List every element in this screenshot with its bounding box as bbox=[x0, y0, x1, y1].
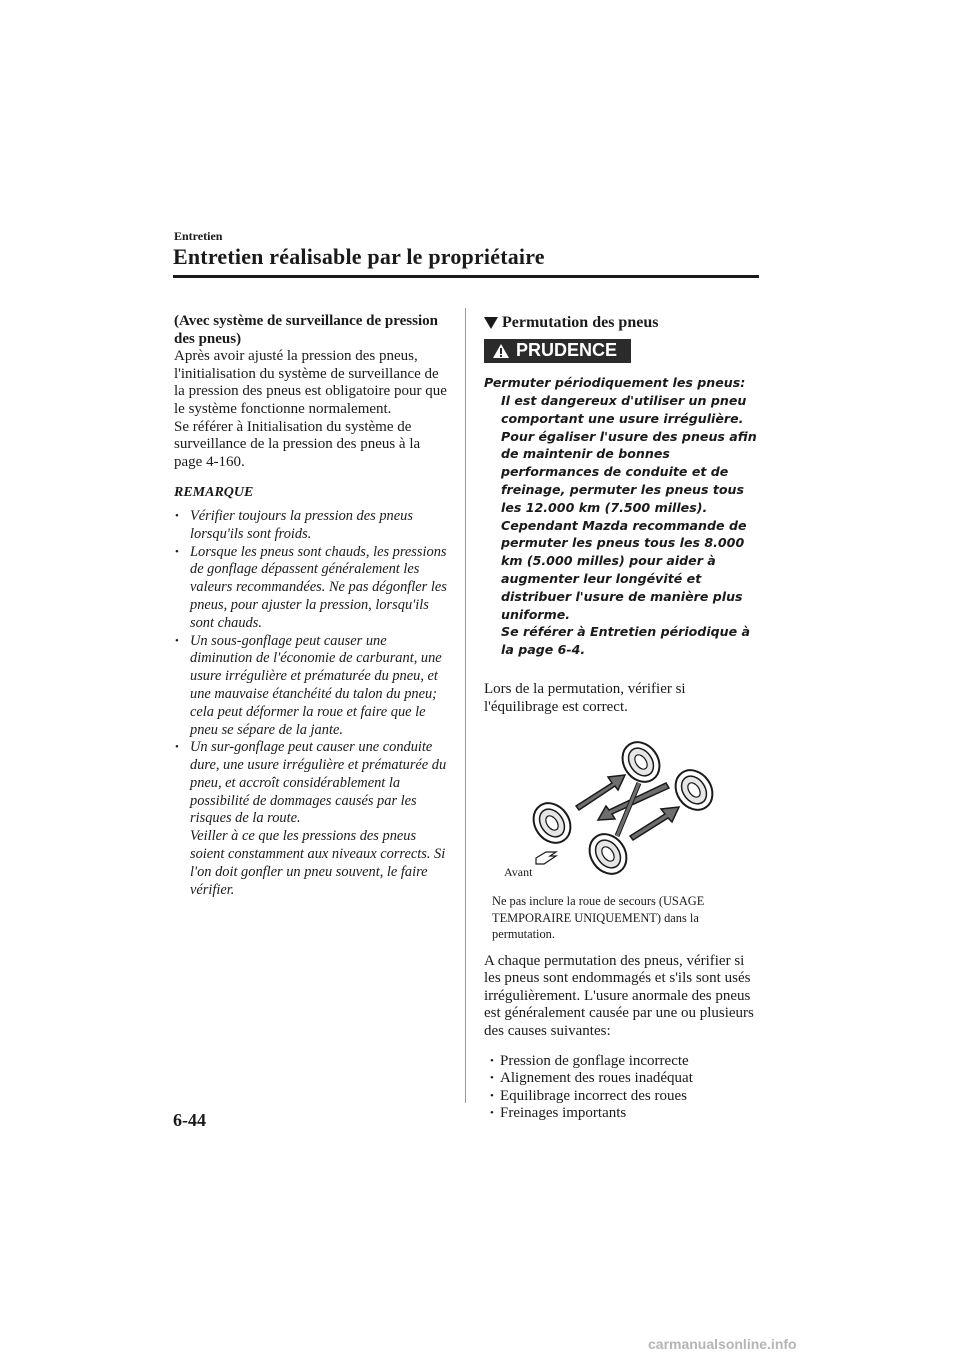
bullet-icon: • bbox=[490, 1089, 494, 1102]
paragraph-initialization: Après avoir ajusté la pression des pneus, l'initialisation du système de surveillance de la pression des pneus est obligatoire pour que le système fonctionne normalement. bbox=[174, 348, 447, 417]
paragraph-balance: Lors de la permutation, vérifier si l'équilibrage est correct. bbox=[484, 680, 686, 715]
tire-rotation-diagram bbox=[484, 728, 744, 893]
warning-icon bbox=[492, 343, 510, 359]
note-item: • Un sur-gonflage peut causer une conduite dure, une usure irrégulière et prématurée du pneu, et accroît considérablement la possibilité de dommages causés par les risques de la route. bbox=[175, 739, 447, 827]
bullet-icon: • bbox=[175, 741, 179, 754]
section-label: Entretien bbox=[174, 229, 223, 243]
caution-body-1: Il est dangereux d'utiliser un pneu comportant une usure irrégulière. Pour égaliser l'usure des pneus afin de maintenir de bonnes performances de conduite et de freinage, permuter les pneus tous les 12.000 km (7.500 milles). Cependant Mazda recommande de permuter les pneus tous les 8.000 km (5.000 milles) pour aider à augmenter leur longévité et distribuer l'usure de manière plus uniforme. bbox=[501, 392, 757, 622]
footer-brand: carmanualsonline.info bbox=[648, 1336, 797, 1352]
tire-front-left bbox=[526, 796, 578, 850]
caution-text bbox=[484, 374, 762, 659]
tire-front-right bbox=[582, 827, 634, 881]
bullet-icon: • bbox=[490, 1107, 494, 1120]
section-heading: Permutation des pneus bbox=[484, 314, 762, 332]
front-arrow-icon bbox=[536, 852, 556, 864]
bullet-icon: • bbox=[175, 509, 179, 522]
cause-item: • Freinages importants bbox=[490, 1105, 627, 1122]
notes-list bbox=[174, 508, 449, 828]
arrow-front-left-to-rear-left bbox=[576, 775, 625, 810]
cause-item: • Alignement des roues inadéquat bbox=[490, 1070, 693, 1087]
figure-label-front: Avant bbox=[504, 865, 533, 880]
cause-item: • Equilibrage incorrect des roues bbox=[490, 1087, 688, 1104]
cause-item: • Pression de gonflage incorrecte bbox=[490, 1052, 689, 1069]
arrow-front-right-to-rear-right bbox=[630, 807, 679, 840]
subheading-tpms: (Avec système de surveillance de pression des pneus) bbox=[174, 313, 438, 347]
page-title: Entretien réalisable par le propriétaire bbox=[173, 244, 545, 269]
caution-banner: PRUDENCE bbox=[484, 339, 631, 363]
bullet-icon: • bbox=[490, 1072, 494, 1085]
note-item: • Lorsque les pneus sont chauds, les pressions de gonflage dépassent généralement les valeurs recommandées. Ne pas dégonfler les pneus, pour ajuster la pression, lorsqu'ils sont chauds. bbox=[175, 543, 447, 631]
right-column bbox=[484, 313, 762, 1123]
column-divider bbox=[465, 308, 466, 1103]
bullet-icon: • bbox=[490, 1054, 494, 1067]
figure-caption: Ne pas inclure la roue de secours (USAGE TEMPORAIRE UNIQUEMENT) dans la permutation. bbox=[492, 894, 705, 942]
causes-list bbox=[484, 1053, 762, 1123]
note-extra: Veiller à ce que les pressions des pneus soient constamment aux niveaux corrects. Si l'on doit gonfler un pneu souvent, le faire vérifier. bbox=[190, 828, 446, 898]
bullet-icon: • bbox=[175, 634, 179, 647]
paragraph-reference: Se référer à Initialisation du système de surveillance de la pression des pneus à la page 4-160. bbox=[174, 418, 421, 470]
page-number: 6-44 bbox=[173, 1110, 206, 1130]
title-rule bbox=[173, 275, 759, 278]
note-item: • Vérifier toujours la pression des pneus lorsqu'ils sont froids. bbox=[175, 507, 413, 542]
caution-lead: Permuter périodiquement les pneus: bbox=[484, 375, 746, 391]
triangle-marker-icon bbox=[484, 317, 498, 329]
note-item: • Un sous-gonflage peut causer une diminution de l'économie de carburant, une usure irrégulière et prématurée du pneu, et une mauvaise étanchéité du talon du pneu; cela peut déformer la roue et faire que le pneu se sépare de la jante. bbox=[175, 632, 442, 738]
left-column bbox=[174, 313, 449, 899]
note-title: REMARQUE bbox=[174, 485, 254, 501]
paragraph-check: A chaque permutation des pneus, vérifier si les pneus sont endommagés et s'ils sont usés irrégulièrement. L'usure anormale des pneus est généralement causée par une ou plusieurs des causes suivantes: bbox=[484, 952, 754, 1039]
caution-body-2: Se référer à Entretien périodique à la page 6-4. bbox=[501, 624, 751, 658]
bullet-icon: • bbox=[175, 545, 179, 558]
